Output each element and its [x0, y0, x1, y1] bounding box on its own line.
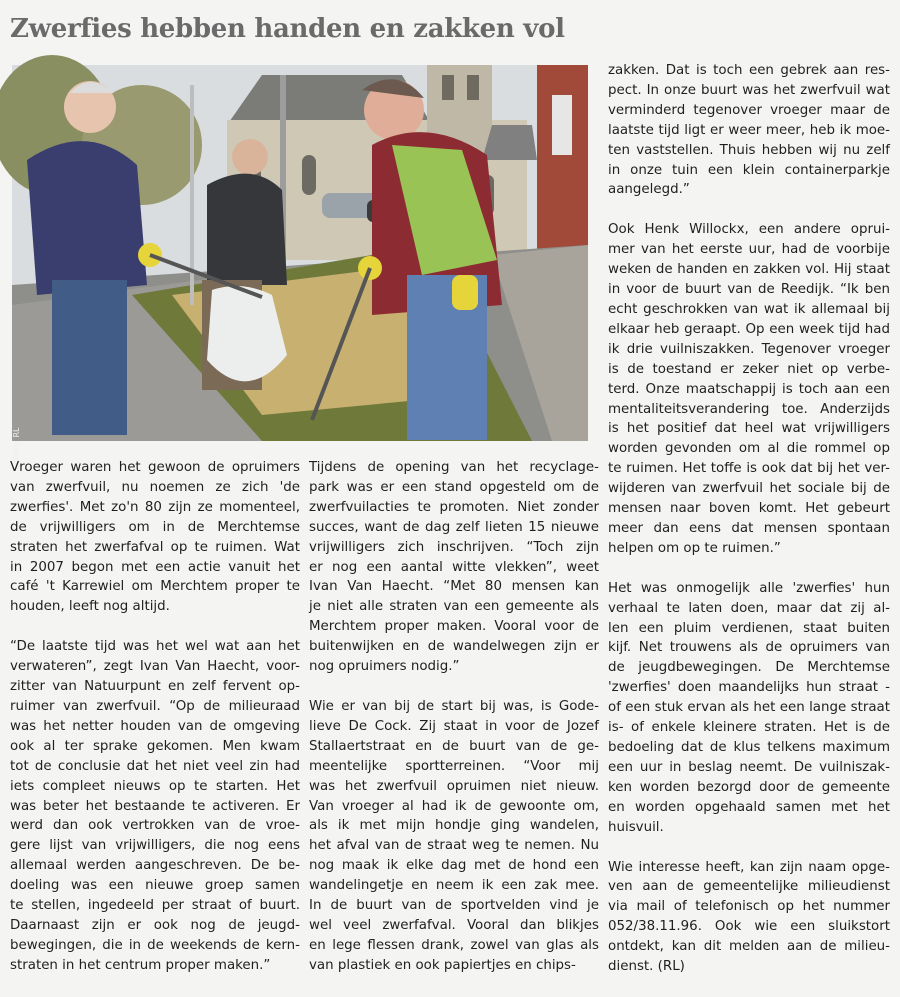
- text-line: mer van het eerste uur, had de voorbije: [608, 242, 890, 258]
- text-line: bedoeling dat de klus telkens maximum: [608, 740, 890, 755]
- text-line: is het positief dat heel wat vrijwilligers: [608, 421, 890, 437]
- text-line: mentaliteitsverandering toe. Anderzijds: [608, 401, 890, 417]
- text-line: terd. Onze maatschappij is toch aan een: [608, 381, 890, 397]
- text-line: de jeugdbewegingen. De Merchtemse: [608, 660, 890, 676]
- text-line: is- of enkele kleinere straten. Het is de: [608, 720, 890, 736]
- article-paragraph: [309, 697, 599, 976]
- article-paragraph: [608, 61, 890, 200]
- text-line: dienst. (RL): [608, 959, 685, 975]
- text-line: was het zwerfvuil opruimen niet nieuw.: [309, 778, 599, 794]
- text-line: pect. In onze buurt was het zwerfvuil wat: [608, 82, 890, 98]
- text-line: In de buurt van de sportvelden vind je: [309, 898, 599, 914]
- text-line: worden gevonden om al die rommel op: [608, 441, 890, 457]
- text-line: elkaar heb geraapt. Op een week tijd had: [608, 321, 890, 337]
- text-line: buitenwijken en de wandelwegen zijn er: [309, 639, 599, 655]
- text-line: is de toestand er zeker niet op verbe-: [608, 361, 890, 377]
- text-line: Van vroeger al had ik de gewoonte om,: [309, 798, 599, 814]
- text-line: weken de handen en zakken vol. Hij staat: [608, 262, 890, 278]
- text-line: ven aan de gemeentelijke milieudienst: [608, 879, 890, 895]
- article-paragraph: [608, 858, 890, 977]
- text-line: de vrijwilligers om in de Merchtemse: [10, 519, 300, 535]
- text-line: wel veel zwerfafval. Vooral dan blikjes: [309, 917, 599, 933]
- text-line: park was er een stand opgesteld om de: [309, 479, 599, 495]
- text-line: ken worden bezorgd door de gemeente: [608, 779, 890, 795]
- text-line: huisvuil.: [608, 819, 664, 835]
- text-line: was beter het bestaande te activeren. Er: [10, 798, 300, 814]
- article-paragraph: [608, 220, 890, 558]
- text-line: 'zwerfies' doen maandelijks hun straat -: [608, 680, 890, 696]
- text-line: ik drie vuilniszakken. Tegenover vroeger: [608, 341, 890, 357]
- text-line: doeling was een nieuwe groep samen: [10, 878, 300, 894]
- text-line: aangelegd.”: [608, 182, 690, 198]
- text-line: was het netter houden van de omgeving: [10, 718, 300, 734]
- text-line: meentelijke sportterreinen. “Voor mij: [309, 758, 599, 774]
- article-column-1: [10, 458, 300, 996]
- text-line: via mail of telefonisch op het nummer: [608, 899, 890, 915]
- text-line: nog maak ik elke dag met de hond een: [309, 858, 599, 874]
- text-line: tot de conclusie dat het niet veel zin had: [10, 758, 300, 774]
- text-line: Wie interesse heeft, kan zijn naam opge-: [608, 859, 890, 875]
- text-line: vrijwilligers zich inschrijven. “Toch zijn: [309, 539, 599, 555]
- text-line: straten het zwerfafval op te ruimen. Wat: [10, 539, 300, 555]
- text-line: zwerfies'. Met zo'n 80 zijn ze momenteel,: [10, 499, 300, 515]
- text-line: len een pluim verdienen, staat buiten: [608, 620, 890, 636]
- text-line: houden, leeft nog altijd.: [10, 599, 170, 615]
- article-paragraph: [309, 458, 599, 677]
- text-line: een uur in beslag neemt. De vuilniszak-: [608, 759, 890, 775]
- text-line: als ik met mijn hondje ging wandelen,: [309, 818, 599, 834]
- text-line: iets compleet nieuws op te starten. Het: [10, 778, 300, 794]
- text-line: succes, want de dag zelf lieten 15 nieuwe: [309, 519, 599, 535]
- text-line: lieve De Cock. Zij staat in voor de Jozef: [309, 718, 599, 734]
- text-line: Stallaertstraat en de buurt van de ge-: [309, 738, 599, 754]
- text-line: werd dan ook vertrokken van de vroe-: [10, 818, 300, 834]
- text-line: Tijdens de opening van het recyclage-: [309, 460, 599, 475]
- text-line: gere lijst van vrijwilligers, die nog eens: [10, 838, 300, 854]
- text-line: te stellen, ingedeeld per straat of buurt.: [10, 898, 300, 914]
- text-line: ook al ter sprake gekomen. Men kwam: [10, 738, 300, 754]
- text-line: wandelingetje en neem ik een zak mee.: [309, 878, 599, 894]
- article-headline: Zwerfies hebben handen en zakken vol: [10, 14, 565, 44]
- text-line: nog opruimers nodig.”: [309, 659, 460, 675]
- text-line: “De laatste tijd was het wel wat aan het: [10, 639, 300, 655]
- photo-illustration: [12, 65, 588, 441]
- text-line: in 2007 begon met een actie vanuit het: [10, 559, 300, 575]
- text-line: Ivan Van Haecht. “Met 80 mensen kan: [309, 579, 599, 595]
- text-line: Het was onmogelijk alle 'zwerfies' hun: [608, 580, 890, 596]
- text-line: zwerfvuilacties te promoten. Niet zonder: [309, 499, 599, 515]
- text-line: Daarnaast zijn er ook nog de jeugd-: [10, 917, 300, 933]
- article-paragraph: [10, 458, 300, 617]
- text-line: ruimer van zwerfvuil. “Op de milieuraad: [10, 698, 300, 714]
- text-line: verhaal te laten doen, maar dat zij al-: [608, 600, 890, 616]
- text-line: Wie er van bij de start bij was, is Gode-: [309, 698, 599, 714]
- photo-credit: Foto: RL: [12, 427, 21, 460]
- text-line: allemaal werden aangeschreven. De be-: [10, 858, 300, 874]
- text-line: zitter van Natuurpunt en zelf fervent op-: [10, 679, 300, 695]
- text-line: mensen naar boven komt. Het gebeurt: [608, 501, 890, 517]
- text-line: wijderen van zwerfvuil het sociale bij de: [608, 481, 890, 497]
- text-line: meer dan eens dat mensen spontaan: [608, 520, 890, 536]
- text-line: bewegingen, die in de weekends de kern-: [10, 937, 300, 953]
- text-line: zakken. Dat is toch een gebrek aan res-: [608, 63, 890, 78]
- text-line: café 't Karrewiel om Merchtem proper te: [10, 579, 300, 595]
- text-line: helpen om op te ruimen.”: [608, 540, 781, 556]
- text-line: van plastiek en ook papiertjes en chips-: [309, 957, 576, 973]
- text-line: Vroeger waren het gewoon de opruimers: [10, 460, 300, 475]
- text-line: kijf. Net trouwens als de opruimers van: [608, 640, 890, 656]
- text-line: verminderd tegenover vroeger maar de: [608, 102, 890, 118]
- text-line: het afval van de straat weg te nemen. Nu: [309, 838, 599, 854]
- article-paragraph: [10, 637, 300, 975]
- text-line: Merchtem proper maken. Vooral voor de: [309, 619, 599, 635]
- text-line: straten in het centrum proper maken.”: [10, 957, 271, 973]
- text-line: van zwerfvuil, nu noemen ze zich 'de: [10, 479, 300, 495]
- text-line: in onze tuin een klein containerparkje: [608, 162, 890, 178]
- text-line: Ook Henk Willockx, een andere oprui-: [608, 222, 890, 238]
- text-line: laatste tijd ligt er weer meer, heb ik moe-: [608, 122, 890, 138]
- text-line: ontdekt, kan dit melden aan de milieu-: [608, 939, 890, 955]
- text-line: ten vaststellen. Thuis hebben wij nu zelf: [608, 142, 890, 158]
- article-column-3: [608, 61, 890, 997]
- text-line: je niet alle straten van een gemeente als: [309, 599, 599, 615]
- text-line: echt geschrokken van wat ik allemaal bij: [608, 301, 890, 317]
- text-line: er nog een aantal witte vlekken”, weet: [309, 559, 599, 575]
- article-column-2: [309, 458, 599, 996]
- text-line: 052/38.11.96. Ook wie een sluikstort: [608, 919, 890, 935]
- text-line: te ruimen. Het toffe is ook dat bij het ver-: [608, 461, 890, 477]
- text-line: in voor de buurt van de Reedijk. “Ik ben: [608, 282, 890, 298]
- text-line: en worden opgehaald samen met het: [608, 799, 890, 815]
- text-line: verwateren”, zegt Ivan Van Haecht, voor-: [10, 659, 300, 675]
- text-line: of een stuk ervan als het een lange straat: [608, 700, 890, 716]
- article-paragraph: [608, 579, 890, 838]
- text-line: en lege flessen drank, zowel van glas als: [309, 937, 599, 953]
- article-photo: [12, 65, 588, 460]
